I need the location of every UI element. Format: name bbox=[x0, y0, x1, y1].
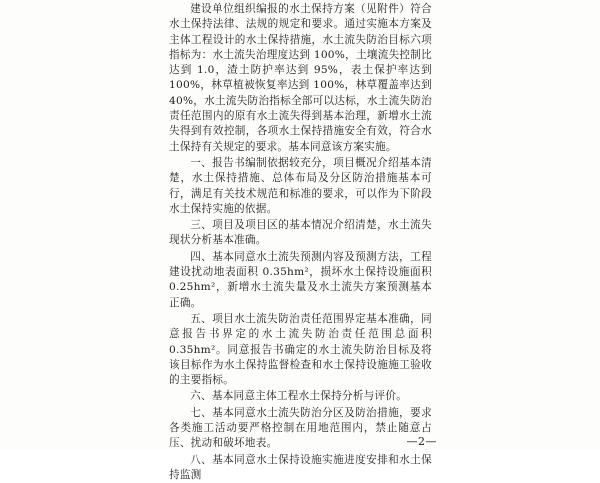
paragraph-item-4: 四、基本同意水土流失预测内容及预测方法，工程建设扰动地表面积 0.35hm²，损坏水土保持设施面积 0.25hm²，新增水土流失量及水土流失方案预测基本正确。 bbox=[169, 250, 432, 309]
paragraph-item-1: 一、报告书编制依据较充分，项目概况介绍基本清楚，水土保持措施、总体布局及分区防治措施基本可行，满足有关技术规范和标准的要求，可以作为下阶段水土保持实施的依据。 bbox=[169, 156, 432, 215]
page-number: —2— bbox=[406, 435, 437, 448]
paragraph-item-7: 七、基本同意水土流失防治分区及防治措施，要求各类施工活动要严格控制在用地范围内，禁止随意占压、扰动和破坏地表。 bbox=[169, 406, 432, 450]
paragraph-item-6: 六、基本同意主体工程水土保持分析与评价。 bbox=[190, 390, 408, 403]
paragraph-item-5: 五、项目水土流失防治责任范围界定基本准确，同意报告书界定的水土流失防治责任范围总面积 0.35hm²。同意报告书确定的水土流失防治目标及将该目标作为水土保持监督检查和水土保持设施施工验收的主要指标。 bbox=[169, 312, 432, 387]
paragraph-item-8: 八、基本同意水土保持设施实施进度安排和水土保持监测 bbox=[169, 453, 432, 481]
paragraph-item-3: 三、项目及项目区的基本情况介绍清楚，水土流失现状分析基本准确。 bbox=[169, 219, 432, 247]
paragraph-scheme-summary: 建设单位组织编报的水土保持方案（见附件）符合水土保持法律、法规的规定和要求。通过实施本方案及主体工程设计的水土保持措施，水土流失防治目标六项指标为：水土流失治理度达到 100%，土壤流失控制比达到 1.0，渣土防护率达到 95%，表土保护率达到 100%，林草植被恢复率达到 100%，林草覆盖率达到 40%，水土流失防治指标全部可以达标，水土流失防治责任范围内的原有水土流失得到基本治理，新增水土流失得到有效控制，各项水土保持措施安全有效，符合水土保持有关规定的要求。基本同意该方案实施。 bbox=[169, 3, 432, 153]
document-body bbox=[169, 2, 432, 483]
